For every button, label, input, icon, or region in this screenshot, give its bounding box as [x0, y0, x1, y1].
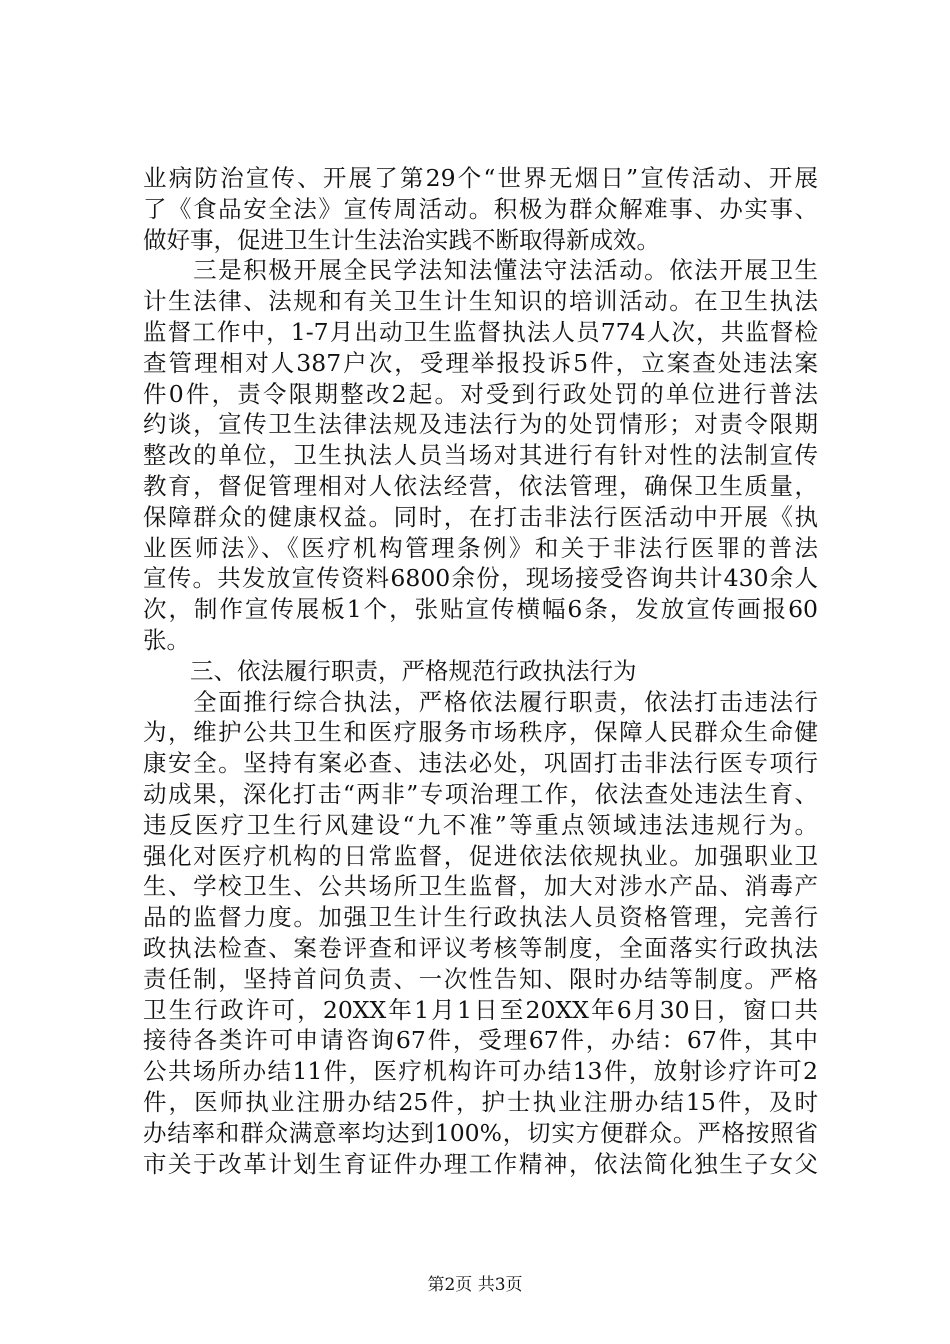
- text-line: 市关于改革计划生育证件办理工作精神，依法简化独生子女父: [143, 1149, 818, 1178]
- text-line: 件0件，责令限期整改2起。对受到行政处罚的单位进行普法: [143, 379, 818, 408]
- text-line: 了《食品安全法》宣传周活动。积极为群众解难事、办实事、: [143, 194, 818, 223]
- text-line: 三、依法履行职责，严格规范行政执法行为: [143, 656, 637, 685]
- text-line: 接待各类许可申请咨询67件，受理67件，办结：67件，其中: [143, 1026, 818, 1055]
- text-line: 为，维护公共卫生和医疗服务市场秩序，保障人民群众生命健: [143, 718, 818, 747]
- text-line: 监督工作中，1-7月出动卫生监督执法人员774人次，共监督检: [143, 317, 818, 346]
- document-body: [143, 163, 818, 1179]
- text-line: 业医师法》、《医疗机构管理条例》和关于非法行医罪的普法: [143, 533, 818, 562]
- page-footer: 第2页 共3页: [427, 1275, 523, 1295]
- text-line: 业病防治宣传、开展了第29个“世界无烟日”宣传活动、开展: [143, 164, 818, 192]
- text-line: 教育，督促管理相对人依法经营，依法管理，确保卫生质量，: [143, 471, 818, 500]
- text-line: 强化对医疗机构的日常监督，促进依法依规执业。加强职业卫: [143, 841, 818, 870]
- text-line: 违反医疗卫生行风建设“九不准”等重点领域违法违规行为。: [143, 810, 818, 839]
- text-line: 张。: [143, 625, 190, 654]
- text-line: 卫生行政许可，20XX年1月1日至20XX年6月30日，窗口共: [143, 995, 818, 1024]
- text-line: 政执法检查、案卷评查和评议考核等制度，全面落实行政执法: [143, 933, 818, 962]
- text-line: 保障群众的健康权益。同时，在打击非法行医活动中开展《执: [143, 502, 818, 531]
- text-line: 计生法律、法规和有关卫生计生知识的培训活动。在卫生执法: [143, 287, 818, 316]
- text-line: 宣传。共发放宣传资料6800余份，现场接受咨询共计430余人: [143, 564, 818, 593]
- text-line: 康安全。坚持有案必查、违法必处，巩固打击非法行医专项行: [143, 749, 818, 778]
- text-line: 做好事，促进卫生计生法治实践不断取得新成效。: [143, 225, 660, 254]
- text-line: 责任制，坚持首问负责、一次性告知、限时办结等制度。严格: [143, 964, 818, 993]
- text-line: 办结率和群众满意率均达到100%，切实方便群众。严格按照省: [143, 1118, 818, 1147]
- text-line: 公共场所办结11件，医疗机构许可办结13件，放射诊疗许可2: [143, 1057, 818, 1086]
- text-line: 三是积极开展全民学法知法懂法守法活动。依法开展卫生: [143, 256, 818, 285]
- text-line: 查管理相对人387户次，受理举报投诉5件，立案查处违法案: [143, 348, 818, 377]
- text-line: 品的监督力度。加强卫生计生行政执法人员资格管理，完善行: [143, 903, 818, 932]
- text-line: 次，制作宣传展板1个，张贴宣传横幅6条，发放宣传画报60: [143, 595, 818, 624]
- text-line: 约谈，宣传卫生法律法规及违法行为的处罚情形；对责令限期: [143, 410, 818, 439]
- text-line: 全面推行综合执法，严格依法履行职责，依法打击违法行: [143, 687, 818, 716]
- text-line: 整改的单位，卫生执法人员当场对其进行有针对性的法制宣传: [143, 441, 818, 470]
- text-line: 生、学校卫生、公共场所卫生监督，加大对涉水产品、消毒产: [143, 872, 818, 901]
- text-line: 件，医师执业注册办结25件，护士执业注册办结15件，及时: [143, 1087, 818, 1116]
- text-line: 动成果，深化打击“两非”专项治理工作，依法查处违法生育、: [143, 779, 818, 808]
